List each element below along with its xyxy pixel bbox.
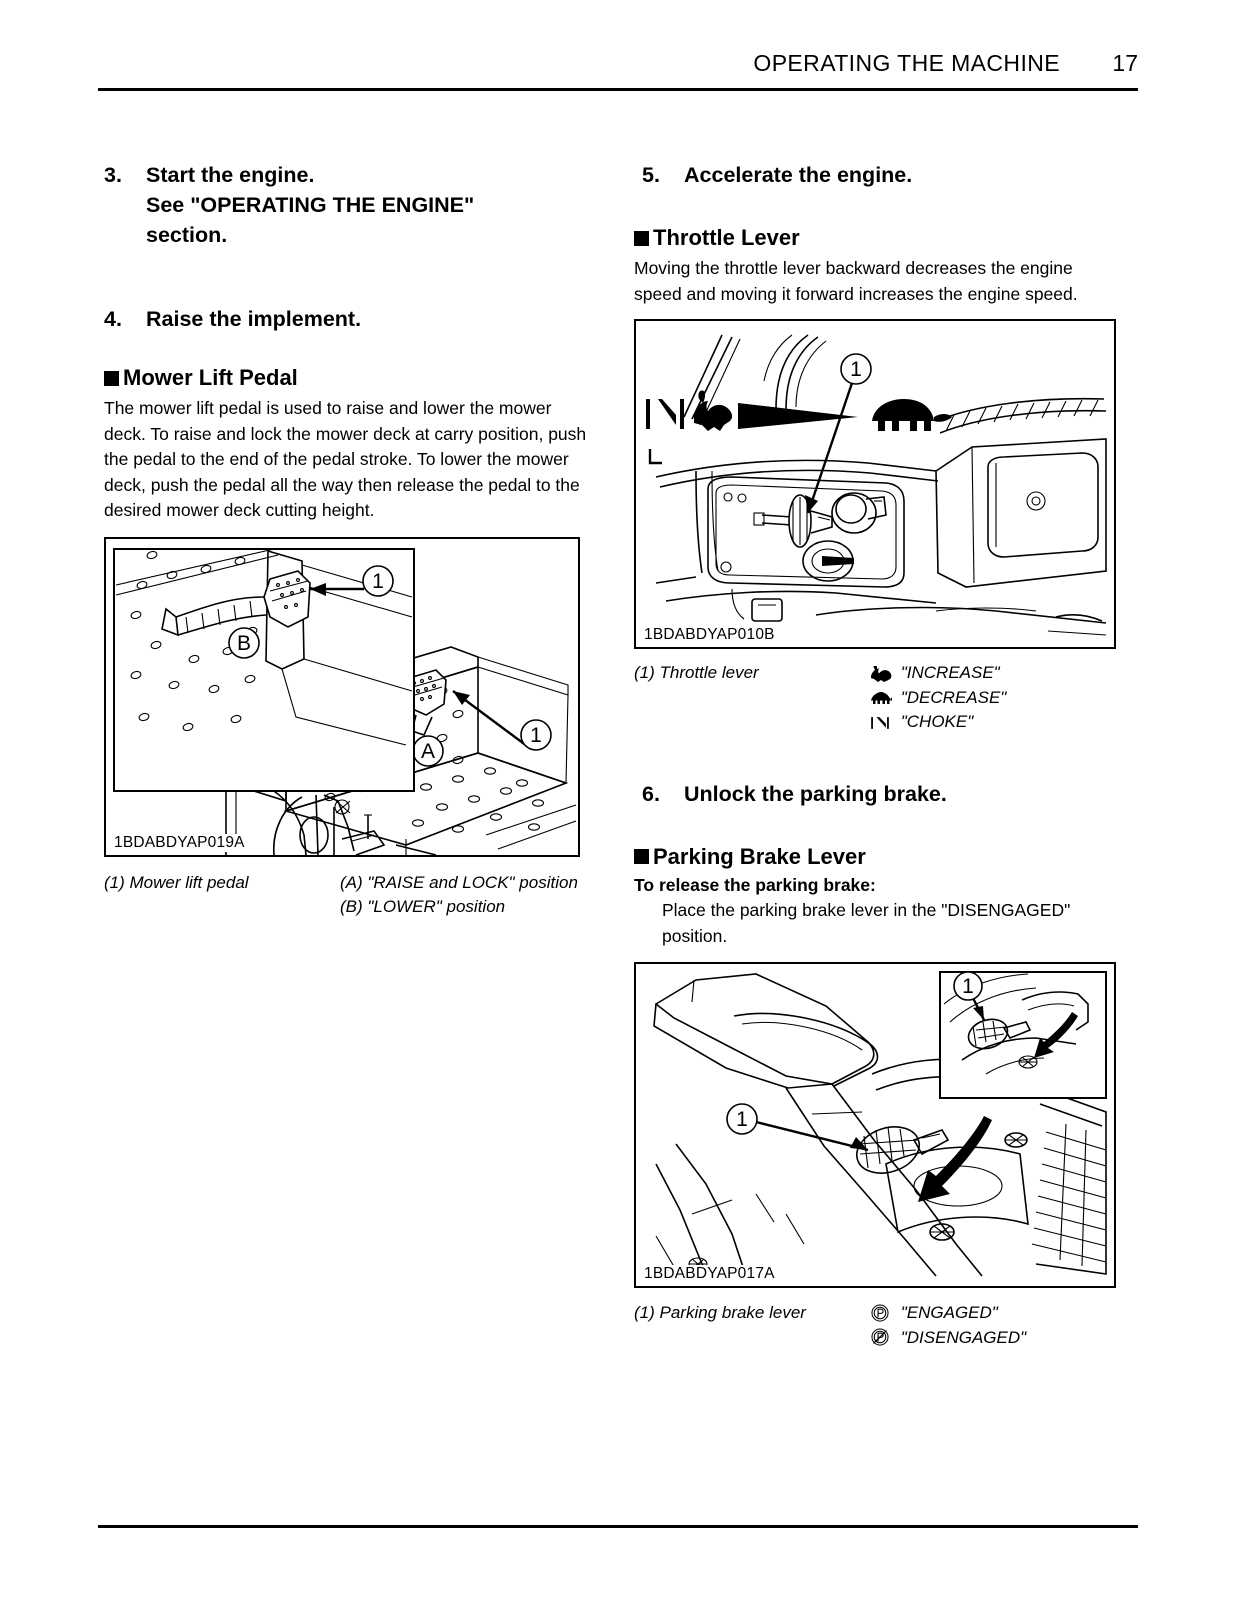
step-3-line-2: See "OPERATING THE ENGINE"	[146, 193, 475, 217]
legend-disengaged	[870, 1326, 1124, 1351]
left-column	[104, 160, 588, 919]
bullet-square-icon	[634, 849, 649, 864]
bolt-rosette	[1005, 1133, 1027, 1147]
parking-brake-engaged-icon	[870, 1302, 896, 1326]
turtle-icon	[872, 399, 952, 431]
footer-rule	[98, 1525, 1138, 1528]
bullet-square-icon	[634, 231, 649, 246]
mower-lift-pedal-illustration	[106, 539, 578, 855]
parking-brake-lever-heading	[634, 843, 1124, 871]
figure-parking-brake	[634, 962, 1116, 1288]
step-5-number: 5.	[642, 163, 660, 187]
legend-decrease-label: "DECREASE"	[900, 687, 1007, 707]
figure-throttle-lever	[634, 319, 1116, 649]
turtle-icon	[870, 686, 896, 710]
header-rule	[98, 88, 1138, 91]
svg-text:1: 1	[962, 975, 974, 999]
parking-brake-subheading: To release the parking brake:	[634, 874, 876, 895]
callout-1-parking-brake-main	[727, 1104, 868, 1150]
legend-choke	[870, 710, 1124, 735]
step-5	[642, 160, 1124, 190]
legend-row	[634, 661, 1124, 735]
svg-text:1: 1	[372, 569, 384, 593]
marker-a	[413, 736, 443, 766]
step-3-number: 3.	[104, 163, 122, 187]
figure-id-parking-brake: 1BDABDYAP017A	[644, 1265, 775, 1283]
step-3-line-3: section.	[146, 223, 228, 247]
ignition-switch	[832, 493, 886, 533]
header-title: OPERATING THE MACHINE	[753, 50, 1060, 76]
bullet-square-icon	[104, 371, 119, 386]
legend-row	[104, 871, 588, 895]
throttle-lever-heading	[634, 224, 1124, 252]
motion-arrow	[918, 1116, 992, 1202]
step-4	[104, 304, 588, 334]
figure-mower-lift-pedal	[104, 537, 580, 857]
legend-increase	[870, 661, 1124, 686]
legend-decrease	[870, 686, 1124, 711]
legend-increase-label: "INCREASE"	[900, 663, 1000, 682]
mower-lift-pedal-heading	[104, 364, 588, 392]
legend-row	[634, 1301, 1124, 1350]
mower-lift-pedal-heading-text: Mower Lift Pedal	[123, 365, 298, 390]
parking-brake-disengaged-icon	[870, 1326, 896, 1350]
legend-item-a: (A) "RAISE and LOCK" position	[340, 872, 578, 892]
figure-id-throttle-lever: 1BDABDYAP010B	[644, 626, 775, 643]
legend-choke-label: "CHOKE"	[900, 712, 974, 732]
svg-text:1: 1	[850, 358, 862, 381]
rotary-knob	[803, 541, 854, 581]
step-4-text: Raise the implement.	[146, 307, 362, 331]
step-6-number: 6.	[642, 781, 660, 806]
throttle-lever-part	[754, 495, 832, 547]
svg-text:A: A	[420, 739, 436, 763]
step-6	[642, 779, 1124, 809]
svg-text:B: B	[236, 631, 252, 655]
legend-item-1: (1) Mower lift pedal	[104, 872, 249, 892]
legend-item-throttle-lever: (1) Throttle lever	[634, 663, 759, 682]
legend-parking-brake	[634, 1301, 1124, 1350]
page-number: 17	[1112, 50, 1138, 76]
step-4-number: 4.	[104, 307, 122, 331]
parking-brake-illustration	[636, 964, 1114, 1286]
svg-text:1: 1	[530, 723, 542, 747]
legend-row	[104, 895, 588, 919]
throttle-lever-illustration	[636, 321, 1114, 647]
choke-icon	[870, 711, 896, 735]
step-5-text: Accelerate the engine.	[684, 163, 913, 187]
legend-item-blank	[104, 895, 340, 919]
rabbit-icon	[870, 662, 896, 686]
step-3-line-1: Start the engine.	[146, 163, 315, 187]
svg-text:1: 1	[736, 1108, 748, 1132]
page-header	[98, 50, 1138, 92]
figure-id-mower-lift-pedal: 1BDABDYAP019A	[114, 833, 245, 851]
right-column	[634, 160, 1124, 1350]
legend-throttle-lever	[634, 661, 1124, 735]
parking-brake-body: Place the parking brake lever in the "DISENGAGED" position.	[662, 900, 1071, 946]
legend-item-b: (B) "LOWER" position	[340, 896, 506, 916]
legend-mower-lift-pedal	[104, 871, 588, 919]
mower-lift-pedal-body: The mower lift pedal is used to raise and lower the mower deck. To raise and lock the mower deck at carry position, push the pedal to the end of the pedal stroke. To lower the mower deck, push the pedal all the way then release the pedal to the desired mower deck cutting height.	[104, 398, 587, 520]
choke-icon	[646, 399, 684, 429]
callout-1-main	[453, 691, 551, 750]
legend-engaged	[870, 1301, 1124, 1326]
throttle-lever-heading-text: Throttle Lever	[653, 225, 800, 250]
throttle-lever-body: Moving the throttle lever backward decreases the engine speed and moving it forward increases the engine speed.	[634, 258, 1078, 304]
legend-disengaged-label: "DISENGAGED"	[900, 1327, 1027, 1347]
legend-engaged-label: "ENGAGED"	[900, 1303, 998, 1323]
legend-item-parking-brake-lever: (1) Parking brake lever	[634, 1303, 806, 1323]
parking-brake-lever-heading-text: Parking Brake Lever	[653, 843, 866, 869]
step-6-text: Unlock the parking brake.	[684, 781, 947, 806]
step-3	[104, 160, 588, 250]
